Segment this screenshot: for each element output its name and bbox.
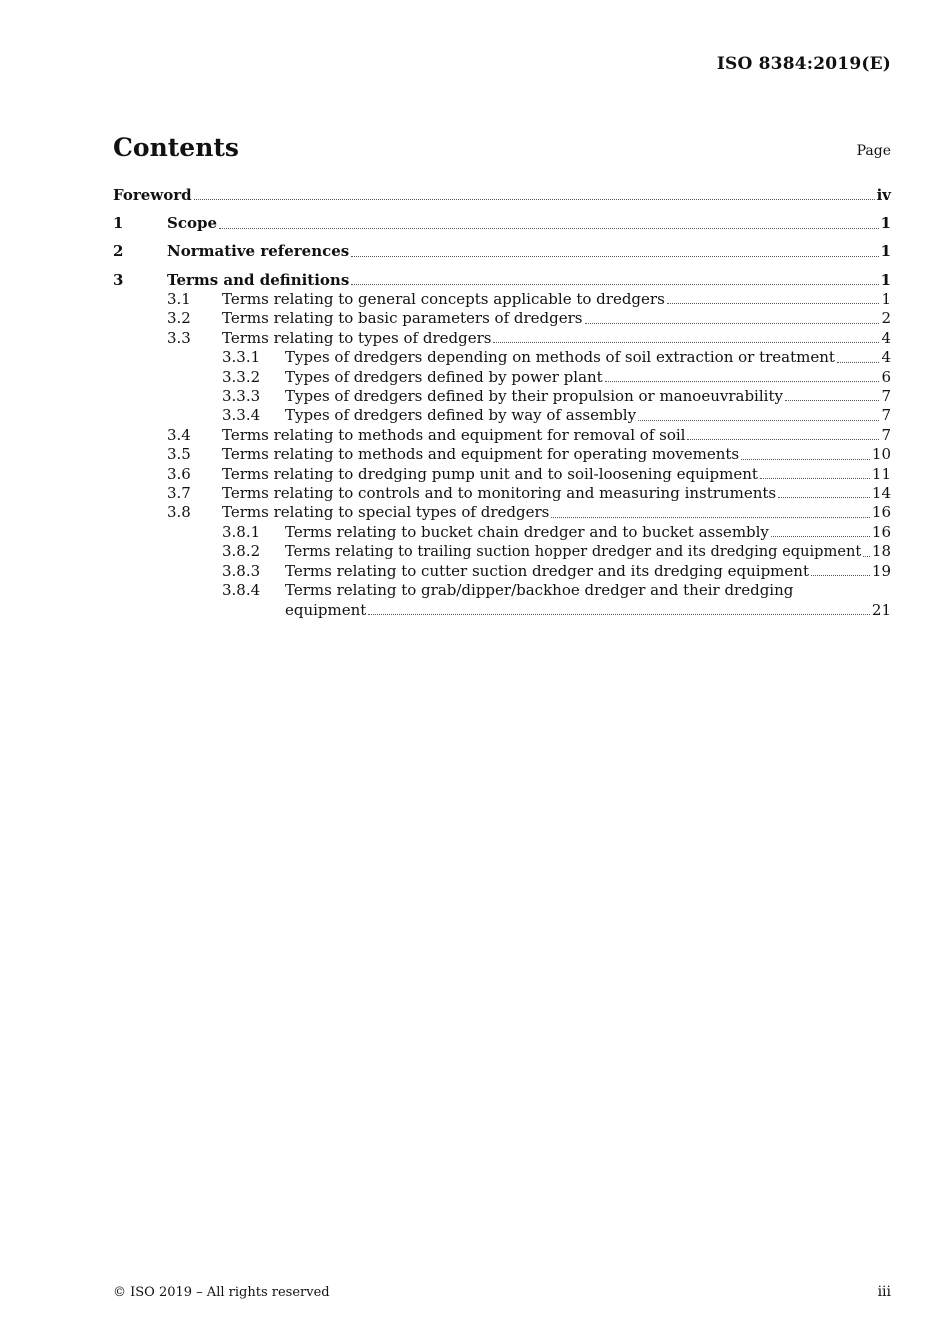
toc-entry-3-8-4-continuation[interactable] [113,601,891,620]
toc-entry-number: 3.4 [167,425,191,444]
dot-leader [771,535,870,537]
footer-copyright: © ISO 2019 – All rights reserved [113,1285,330,1300]
toc-entry-page: 7 [881,425,891,444]
toc-entry-page: 1 [880,270,891,289]
toc-entry-title: Terms relating to general concepts applicable to dredgers [222,290,665,309]
toc-entry-title: Types of dredgers defined by way of assembly [285,406,637,425]
toc-entry-3-5[interactable] [113,445,891,464]
toc-entry-title: Scope [167,214,218,233]
toc-entry-page: 21 [871,600,891,619]
toc-entry-number: 2 [113,242,124,261]
toc-entry-title: Terms relating to bucket chain dredger and to bucket assembly [285,522,769,541]
toc-entry-number: 3.2 [167,309,191,328]
toc-entry-page: 16 [871,503,891,522]
toc-entry-3-8-2[interactable] [113,542,891,561]
toc-entry-page: 1 [880,214,891,233]
dot-leader [667,302,880,304]
dot-leader [811,574,870,576]
toc-entry-page: 19 [871,561,891,580]
toc-entry-number: 3.7 [167,484,191,503]
toc-entry-number: 3.3.1 [222,348,261,367]
dot-leader [493,341,879,343]
dot-leader [605,380,880,382]
toc-entry-page: 7 [881,406,891,425]
toc-entry-page: 7 [881,387,891,406]
toc-entry-3-1[interactable] [113,290,891,309]
toc-entry-page: iv [876,186,891,204]
toc-entry-title: equipment [285,600,367,619]
dot-leader [638,419,879,421]
toc-entry-page: 11 [871,464,891,483]
toc-entry-3-2[interactable] [113,309,891,328]
toc-entry-title: Types of dredgers depending on methods of soil extraction or treatment [285,348,835,367]
dot-leader [837,361,880,363]
toc-entry-page: 14 [871,484,891,503]
toc-entry-number: 3.8.1 [222,522,261,541]
toc-entry-normative-references[interactable] [113,242,891,261]
toc-entry-number: 3.3.2 [222,367,261,386]
toc-entry-3-8-4[interactable] [113,581,891,600]
toc-entry-3-8-1[interactable] [113,523,891,542]
dot-leader [687,438,879,440]
toc-entry-number: 3.8.2 [222,542,261,561]
toc-entry-page: 10 [871,445,891,464]
toc-entry-page: 2 [881,309,891,328]
toc-entry-3-4[interactable] [113,426,891,445]
contents-heading: Contents [113,133,240,162]
toc-entry-title: Terms relating to types of dredgers [222,328,492,347]
toc-entry-title: Terms relating to trailing suction hopper dredger and its dredging equipment [285,543,862,561]
toc-entry-3-3-4[interactable] [113,406,891,425]
dot-leader [585,322,880,324]
toc-entry-number: 3.3.4 [222,406,261,425]
toc-entry-title: Types of dredgers defined by power plant [285,367,603,386]
page-column-label: Page [856,143,891,159]
dot-leader [760,477,870,479]
dot-leader [785,399,880,401]
toc-entry-number: 3.3 [167,328,191,347]
toc-entry-page: 1 [880,242,891,261]
dot-leader [741,458,870,460]
toc-entry-title: Terms relating to grab/dipper/backhoe dredger and their dredging [285,581,794,600]
toc-entry-title: Terms relating to special types of dredgers [222,503,550,522]
toc-entry-number: 3.3.3 [222,387,261,406]
toc-entry-3-3[interactable] [113,329,891,348]
toc-entry-scope[interactable] [113,214,891,233]
toc-entry-3-8[interactable] [113,503,891,522]
toc-entry-page: 4 [881,348,891,367]
footer-page-number: iii [877,1284,891,1300]
toc-entry-3-8-3[interactable] [113,562,891,581]
dot-leader [351,255,878,257]
toc-entry-title: Terms relating to basic parameters of dredgers [222,309,583,328]
toc-entry-page: 1 [881,290,891,309]
toc-entry-title: Terms relating to dredging pump unit and to soil-loosening equipment [222,464,758,483]
toc-entry-number: 3.6 [167,464,191,483]
toc-entry-number: 3.8.4 [222,581,261,600]
dot-leader [551,516,870,518]
toc-entry-title: Foreword [113,186,192,204]
toc-entry-3-3-1[interactable] [113,348,891,367]
toc-entry-title: Terms and definitions [167,270,350,289]
toc-entry-title: Terms relating to methods and equipment for removal of soil [222,425,686,444]
toc-entry-3-3-3[interactable] [113,387,891,406]
toc-entry-number: 3.1 [167,290,191,309]
toc-entry-number: 3.5 [167,445,191,464]
dot-leader [194,198,875,200]
toc-entry-3-7[interactable] [113,484,891,503]
document-id: ISO 8384:2019(E) [716,54,891,74]
toc-entry-title: Terms relating to methods and equipment for operating movements [222,445,740,464]
toc-entry-page: 16 [871,522,891,541]
toc-entry-title: Terms relating to controls and to monitoring and measuring instruments [222,484,777,503]
toc-entry-page: 18 [871,542,891,561]
toc-entry-page: 6 [881,367,891,386]
toc-entry-title: Normative references [167,242,350,261]
dot-leader [368,613,870,615]
table-of-contents [113,186,891,620]
toc-entry-3-6[interactable] [113,465,891,484]
toc-entry-number: 3.8.3 [222,561,261,580]
toc-entry-3-3-2[interactable] [113,368,891,387]
dot-leader [778,496,870,498]
toc-entry-terms-and-definitions[interactable] [113,271,891,290]
toc-entry-title: Types of dredgers defined by their propulsion or manoeuvrability [285,387,783,406]
toc-entry-number: 3.8 [167,503,191,522]
toc-entry-number: 3 [113,270,124,289]
dot-leader [863,555,870,557]
toc-entry-foreword[interactable] [113,186,891,205]
dot-leader [219,227,879,229]
toc-entry-number: 1 [113,214,124,233]
toc-entry-page: 4 [881,328,891,347]
dot-leader [351,283,878,285]
toc-entry-title: Terms relating to cutter suction dredger and its dredging equipment [285,561,809,580]
